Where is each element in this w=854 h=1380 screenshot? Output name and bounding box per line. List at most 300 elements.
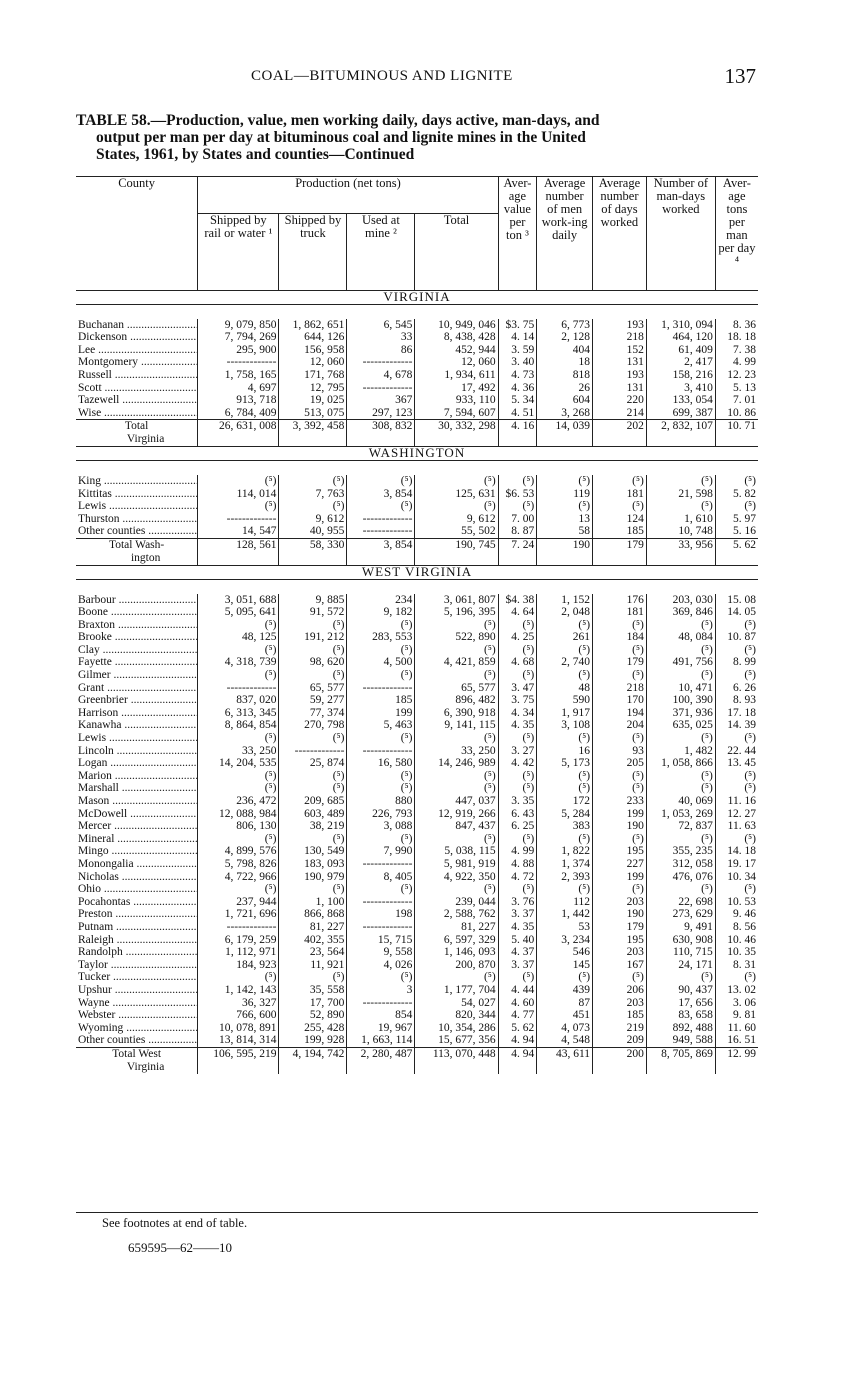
table-cell: 199: [593, 808, 647, 821]
table-cell: 17, 492: [415, 382, 498, 395]
table-cell: 1, 142, 143: [198, 984, 279, 997]
coal-production-table: [76, 176, 758, 1074]
county-name: Wise .....: [76, 407, 198, 420]
table-cell: 181: [593, 488, 647, 501]
table-cell: 4, 899, 576: [198, 845, 279, 858]
table-row: [76, 407, 758, 420]
table-cell: 452, 944: [415, 344, 498, 357]
table-cell: -------------: [347, 858, 415, 871]
table-cell: 3, 268: [537, 407, 593, 420]
county-name: Mason .....: [76, 795, 198, 808]
table-cell: 949, 588: [646, 1034, 715, 1047]
table-cell: 12. 27: [715, 808, 758, 821]
table-cell: 6, 784, 409: [198, 407, 279, 420]
table-cell: 184: [593, 631, 647, 644]
table-cell: 355, 235: [646, 845, 715, 858]
table-cell: 12, 919, 266: [415, 808, 498, 821]
table-cell: 4, 500: [347, 656, 415, 669]
table-cell: 236, 472: [198, 795, 279, 808]
table-cell: 33, 250: [198, 745, 279, 758]
table-cell: (⁵): [279, 770, 347, 783]
table-cell: 11. 63: [715, 820, 758, 833]
table-cell: -------------: [198, 921, 279, 934]
county-name: Lewis .....: [76, 732, 198, 745]
state-name: VIRGINIA: [76, 291, 758, 305]
table-cell: 590: [537, 694, 593, 707]
table-cell: -------------: [347, 921, 415, 934]
table-cell: 4. 73: [498, 369, 537, 382]
total-cell: 4. 94: [498, 1047, 537, 1074]
county-name: Other counties .....: [76, 525, 198, 538]
table-cell: 219: [593, 1022, 647, 1035]
table-cell: 3, 234: [537, 934, 593, 947]
table-cell: 90, 437: [646, 984, 715, 997]
table-cell: 604: [537, 394, 593, 407]
table-cell: 16: [537, 745, 593, 758]
table-cell: 5, 463: [347, 719, 415, 732]
county-name: Mineral .....: [76, 833, 198, 846]
table-cell: 10. 86: [715, 407, 758, 420]
table-cell: 367: [347, 394, 415, 407]
table-cell: 179: [593, 656, 647, 669]
table-cell: 913, 718: [198, 394, 279, 407]
table-row: [76, 858, 758, 871]
table-cell: 133, 054: [646, 394, 715, 407]
table-cell: 1, 758, 165: [198, 369, 279, 382]
table-cell: 8, 438, 428: [415, 331, 498, 344]
table-cell: 183, 093: [279, 858, 347, 871]
table-cell: 16, 580: [347, 757, 415, 770]
table-cell: 837, 020: [198, 694, 279, 707]
table-cell: (⁵): [537, 669, 593, 682]
table-cell: 4. 51: [498, 407, 537, 420]
table-cell: 10. 53: [715, 896, 758, 909]
county-name: Tucker .....: [76, 971, 198, 984]
table-cell: 2, 128: [537, 331, 593, 344]
table-row: [76, 770, 758, 783]
county-name: Putnam .....: [76, 921, 198, 934]
table-cell: 203: [593, 896, 647, 909]
table-cell: 26: [537, 382, 593, 395]
table-cell: (⁵): [537, 500, 593, 513]
table-cell: 255, 428: [279, 1022, 347, 1035]
table-cell: (⁵): [347, 619, 415, 632]
table-cell: 12, 795: [279, 382, 347, 395]
table-cell: 152: [593, 344, 647, 357]
table-cell: 12, 060: [279, 356, 347, 369]
table-cell: 33: [347, 331, 415, 344]
table-cell: 371, 936: [646, 707, 715, 720]
county-name: Greenbrier .....: [76, 694, 198, 707]
table-cell: 12, 088, 984: [198, 808, 279, 821]
table-cell: 7. 38: [715, 344, 758, 357]
table-cell: (⁵): [198, 500, 279, 513]
table-row: [76, 631, 758, 644]
total-cell: 200: [593, 1047, 647, 1074]
table-cell: 193: [593, 319, 647, 332]
table-cell: (⁵): [347, 770, 415, 783]
table-cell: 5, 798, 826: [198, 858, 279, 871]
table-cell: (⁵): [279, 732, 347, 745]
table-cell: 22, 698: [646, 896, 715, 909]
table-cell: 5. 16: [715, 525, 758, 538]
table-cell: (⁵): [279, 619, 347, 632]
table-cell: 198: [347, 908, 415, 921]
table-cell: 86: [347, 344, 415, 357]
table-cell: (⁵): [347, 644, 415, 657]
total-cell: 202: [593, 420, 647, 447]
total-cell: 179: [593, 538, 647, 565]
table-cell: 2, 048: [537, 606, 593, 619]
col-header-value: Aver-age value per ton ³: [498, 177, 537, 291]
table-cell: 447, 037: [415, 795, 498, 808]
table-cell: 3, 410: [646, 382, 715, 395]
table-cell: 4. 14: [498, 331, 537, 344]
table-cell: 4. 68: [498, 656, 537, 669]
table-cell: 19, 025: [279, 394, 347, 407]
table-cell: 14, 246, 989: [415, 757, 498, 770]
total-cell: 4, 194, 742: [279, 1047, 347, 1074]
table-cell: 10, 949, 046: [415, 319, 498, 332]
county-name: Other counties .....: [76, 1034, 198, 1047]
table-cell: 194: [593, 707, 647, 720]
table-cell: (⁵): [279, 475, 347, 488]
col-header-tons-per-man: Aver-age tons per man per day ⁴: [715, 177, 758, 291]
county-name: Monongalia .....: [76, 858, 198, 871]
table-cell: 2, 588, 762: [415, 908, 498, 921]
county-name: Tazewell .....: [76, 394, 198, 407]
col-header-days: Average number of days worked: [593, 177, 647, 291]
table-cell: 4. 44: [498, 984, 537, 997]
table-cell: 3. 59: [498, 344, 537, 357]
county-name: Upshur .....: [76, 984, 198, 997]
table-cell: 820, 344: [415, 1009, 498, 1022]
table-cell: 19, 967: [347, 1022, 415, 1035]
col-header-truck: Shipped by truck: [279, 214, 347, 291]
table-cell: 48: [537, 682, 593, 695]
table-cell: 10. 34: [715, 871, 758, 884]
table-cell: -------------: [347, 896, 415, 909]
table-cell: 17, 700: [279, 997, 347, 1010]
caption-line: TABLE 58.—Production, value, men working daily, days active, man-days, and: [76, 112, 600, 129]
table-cell: 17. 18: [715, 707, 758, 720]
county-name: Wyoming .....: [76, 1022, 198, 1035]
table-cell: 205: [593, 757, 647, 770]
table-cell: 53: [537, 921, 593, 934]
table-cell: 1, 310, 094: [646, 319, 715, 332]
table-cell: 48, 084: [646, 631, 715, 644]
table-row: [76, 331, 758, 344]
table-cell: 48, 125: [198, 631, 279, 644]
table-cell: (⁵): [415, 619, 498, 632]
table-cell: 55, 502: [415, 525, 498, 538]
table-cell: 65, 577: [415, 682, 498, 695]
table-cell: 110, 715: [646, 946, 715, 959]
table-cell: 5. 82: [715, 488, 758, 501]
county-name: Lewis .....: [76, 500, 198, 513]
table-cell: 11, 921: [279, 959, 347, 972]
table-cell: 22. 44: [715, 745, 758, 758]
table-cell: 402, 355: [279, 934, 347, 947]
table-cell: (⁵): [347, 475, 415, 488]
total-cell: 190, 745: [415, 538, 498, 565]
table-cell: (⁵): [537, 619, 593, 632]
state-section-heading: [76, 291, 758, 305]
total-cell: 113, 070, 448: [415, 1047, 498, 1074]
table-cell: (⁵): [646, 971, 715, 984]
table-cell: 933, 110: [415, 394, 498, 407]
table-cell: 91, 572: [279, 606, 347, 619]
table-cell: 5, 095, 641: [198, 606, 279, 619]
table-cell: 237, 944: [198, 896, 279, 909]
table-cell: 176: [593, 594, 647, 607]
table-cell: 81, 227: [415, 921, 498, 934]
table-cell: 295, 900: [198, 344, 279, 357]
table-cell: 200, 870: [415, 959, 498, 972]
table-cell: -------------: [347, 382, 415, 395]
table-cell: 3, 051, 688: [198, 594, 279, 607]
table-cell: 4. 88: [498, 858, 537, 871]
county-name: Taylor .....: [76, 959, 198, 972]
table-row: [76, 984, 758, 997]
table-cell: 854: [347, 1009, 415, 1022]
table-cell: 10. 46: [715, 934, 758, 947]
table-cell: 15, 715: [347, 934, 415, 947]
table-cell: (⁵): [646, 644, 715, 657]
table-row: [76, 356, 758, 369]
county-name: Clay .....: [76, 644, 198, 657]
table-cell: 3. 40: [498, 356, 537, 369]
table-cell: (⁵): [646, 669, 715, 682]
col-header-county: County: [76, 177, 198, 291]
table-cell: 8. 93: [715, 694, 758, 707]
table-row: [76, 1022, 758, 1035]
table-cell: 5, 196, 395: [415, 606, 498, 619]
table-cell: 9. 81: [715, 1009, 758, 1022]
county-name: Barbour .....: [76, 594, 198, 607]
table-row: [76, 795, 758, 808]
table-cell: (⁵): [347, 833, 415, 846]
table-cell: -------------: [198, 513, 279, 526]
table-cell: 847, 437: [415, 820, 498, 833]
table-cell: 3, 061, 807: [415, 594, 498, 607]
table-cell: 3. 37: [498, 908, 537, 921]
table-cell: 3. 35: [498, 795, 537, 808]
total-label-line: Total West: [112, 1047, 162, 1060]
table-cell: 4. 72: [498, 871, 537, 884]
table-cell: 24, 171: [646, 959, 715, 972]
table-cell: 5, 173: [537, 757, 593, 770]
table-cell: 6, 773: [537, 319, 593, 332]
table-cell: 1, 934, 611: [415, 369, 498, 382]
table-row: [76, 820, 758, 833]
table-row: [76, 619, 758, 632]
table-cell: 9, 612: [415, 513, 498, 526]
table-cell: 9, 885: [279, 594, 347, 607]
table-cell: 11. 16: [715, 795, 758, 808]
table-row: [76, 946, 758, 959]
total-cell: 190: [537, 538, 593, 565]
table-row: [76, 488, 758, 501]
table-cell: 7. 00: [498, 513, 537, 526]
county-name: McDowell .....: [76, 808, 198, 821]
total-label-line: Total: [124, 420, 149, 433]
total-cell: 2, 280, 487: [347, 1047, 415, 1074]
table-cell: 179: [593, 921, 647, 934]
table-cell: 8, 405: [347, 871, 415, 884]
total-cell: 33, 956: [646, 538, 715, 565]
col-header-used: Used at mine ²: [347, 214, 415, 291]
table-cell: 199, 928: [279, 1034, 347, 1047]
table-cell: 1, 058, 866: [646, 757, 715, 770]
table-cell: (⁵): [537, 770, 593, 783]
table-cell: 4, 073: [537, 1022, 593, 1035]
total-cell: 308, 832: [347, 420, 415, 447]
table-row: [76, 908, 758, 921]
table-cell: 13. 02: [715, 984, 758, 997]
table-cell: 10, 354, 286: [415, 1022, 498, 1035]
table-cell: 880: [347, 795, 415, 808]
table-cell: 77, 374: [279, 707, 347, 720]
col-header-rail: Shipped by rail or water ¹: [198, 214, 279, 291]
table-cell: 25, 874: [279, 757, 347, 770]
table-cell: 7, 794, 269: [198, 331, 279, 344]
county-name: Thurston .....: [76, 513, 198, 526]
county-name: Ohio .....: [76, 883, 198, 896]
county-name: Harrison .....: [76, 707, 198, 720]
county-name: Preston .....: [76, 908, 198, 921]
table-row: [76, 782, 758, 795]
table-cell: 190: [593, 908, 647, 921]
table-row: [76, 845, 758, 858]
county-name: Russell .....: [76, 369, 198, 382]
table-cell: 8. 87: [498, 525, 537, 538]
table-cell: 6, 545: [347, 319, 415, 332]
col-header-production: Production (net tons): [198, 177, 498, 214]
table-cell: (⁵): [537, 833, 593, 846]
table-cell: 9, 182: [347, 606, 415, 619]
table-cell: 4. 25: [498, 631, 537, 644]
county-name: Grant .....: [76, 682, 198, 695]
table-cell: 4. 36: [498, 382, 537, 395]
table-cell: 7, 594, 607: [415, 407, 498, 420]
table-cell: 5, 981, 919: [415, 858, 498, 871]
table-row: [76, 525, 758, 538]
table-cell: (⁵): [646, 883, 715, 896]
table-cell: 13: [537, 513, 593, 526]
table-cell: 7, 990: [347, 845, 415, 858]
table-cell: 9, 079, 850: [198, 319, 279, 332]
running-head: COAL—BITUMINOUS AND LIGNITE: [251, 68, 513, 84]
table-cell: 190: [593, 820, 647, 833]
table-cell: 4, 421, 859: [415, 656, 498, 669]
table-cell: 184, 923: [198, 959, 279, 972]
table-cell: 1, 053, 269: [646, 808, 715, 821]
table-cell: (⁵): [593, 782, 647, 795]
table-row: [76, 344, 758, 357]
table-cell: (⁵): [537, 732, 593, 745]
table-cell: (⁵): [715, 971, 758, 984]
table-cell: 866, 868: [279, 908, 347, 921]
table-cell: (⁵): [537, 883, 593, 896]
table-cell: (⁵): [715, 732, 758, 745]
county-name: Fayette .....: [76, 656, 198, 669]
table-cell: (⁵): [593, 619, 647, 632]
table-cell: (⁵): [593, 644, 647, 657]
county-name: Braxton .....: [76, 619, 198, 632]
total-label: [76, 420, 198, 447]
table-cell: 6, 179, 259: [198, 934, 279, 947]
table-cell: 35, 558: [279, 984, 347, 997]
county-name: Brooke .....: [76, 631, 198, 644]
table-cell: (⁵): [498, 500, 537, 513]
table-cell: 13, 814, 314: [198, 1034, 279, 1047]
table-cell: 4. 64: [498, 606, 537, 619]
table-cell: 522, 890: [415, 631, 498, 644]
table-cell: 818: [537, 369, 593, 382]
table-cell: (⁵): [537, 644, 593, 657]
table-cell: (⁵): [715, 770, 758, 783]
table-cell: (⁵): [415, 782, 498, 795]
table-cell: 3, 854: [347, 488, 415, 501]
table-cell: 892, 488: [646, 1022, 715, 1035]
table-cell: 61, 409: [646, 344, 715, 357]
table-cell: 14, 204, 535: [198, 757, 279, 770]
table-cell: 17, 656: [646, 997, 715, 1010]
table-cell: 10. 35: [715, 946, 758, 959]
table-cell: 195: [593, 845, 647, 858]
table-cell: 14. 05: [715, 606, 758, 619]
table-row: [76, 1009, 758, 1022]
county-name: Mercer .....: [76, 820, 198, 833]
table-cell: 158, 216: [646, 369, 715, 382]
table-cell: (⁵): [646, 732, 715, 745]
table-cell: (⁵): [279, 782, 347, 795]
table-cell: (⁵): [593, 732, 647, 745]
table-cell: $4. 38: [498, 594, 537, 607]
table-cell: 190, 979: [279, 871, 347, 884]
table-cell: 11. 60: [715, 1022, 758, 1035]
county-name: Nicholas .....: [76, 871, 198, 884]
table-cell: 5. 97: [715, 513, 758, 526]
county-name: Dickenson .....: [76, 331, 198, 344]
county-name: Kanawha .....: [76, 719, 198, 732]
table-cell: 4. 34: [498, 707, 537, 720]
table-cell: 83, 658: [646, 1009, 715, 1022]
table-cell: (⁵): [279, 833, 347, 846]
table-cell: (⁵): [415, 644, 498, 657]
table-cell: 209: [593, 1034, 647, 1047]
table-cell: 8. 31: [715, 959, 758, 972]
table-cell: 4. 42: [498, 757, 537, 770]
table-row: [76, 644, 758, 657]
table-cell: 195: [593, 934, 647, 947]
table-cell: 10, 471: [646, 682, 715, 695]
table-cell: 15. 08: [715, 594, 758, 607]
table-row: [76, 997, 758, 1010]
table-body: [76, 291, 758, 1074]
table-cell: 8. 56: [715, 921, 758, 934]
table-cell: -------------: [347, 745, 415, 758]
table-cell: (⁵): [646, 782, 715, 795]
table-cell: 1, 112, 971: [198, 946, 279, 959]
table-cell: 8. 99: [715, 656, 758, 669]
table-cell: (⁵): [498, 475, 537, 488]
table-cell: 234: [347, 594, 415, 607]
table-cell: 81, 227: [279, 921, 347, 934]
total-cell: 10. 71: [715, 420, 758, 447]
table-cell: 270, 798: [279, 719, 347, 732]
